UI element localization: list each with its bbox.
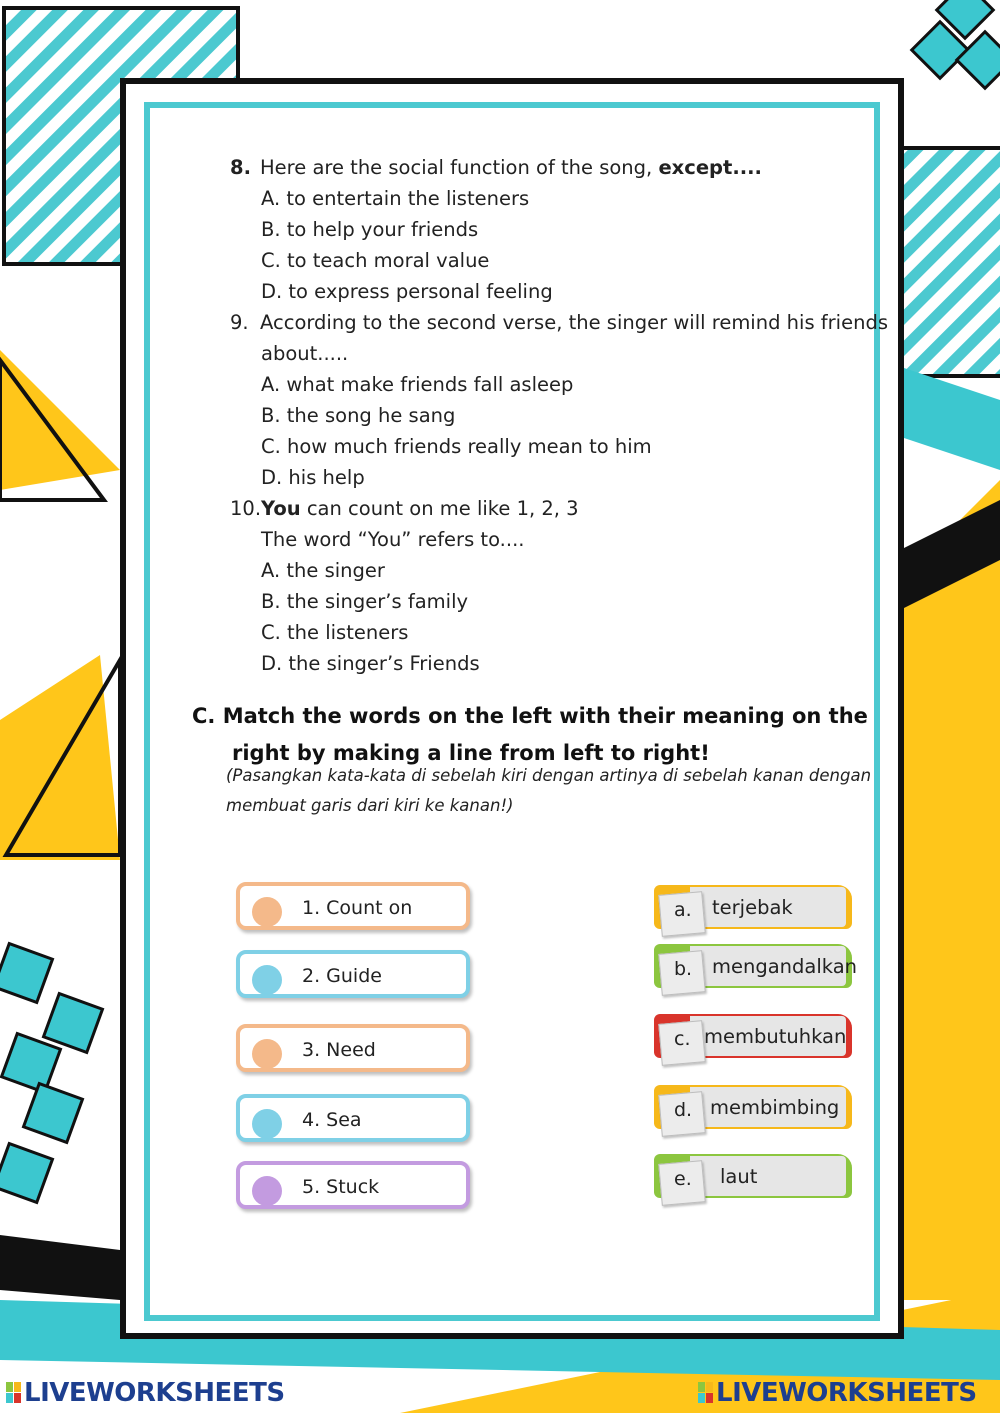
option: D. the singer’s Friends [261, 652, 480, 675]
card-letter: c. [674, 1028, 691, 1050]
section-c-heading-line2: right by making a line from left to right! [232, 741, 710, 765]
question-stem: Here are the social function of the song, [260, 156, 659, 179]
question-stem-bold: You [261, 497, 301, 520]
option: C. how much friends really mean to him [261, 435, 652, 458]
card-letter: a. [674, 899, 692, 921]
brand-logo-left[interactable] [6, 1378, 285, 1408]
left-word-label: 3. Need [302, 1039, 376, 1061]
connector-dot[interactable] [252, 1176, 282, 1206]
option: A. what make friends fall asleep [261, 373, 574, 396]
connector-dot[interactable] [252, 1039, 282, 1069]
card-word: membutuhkan [704, 1025, 847, 1048]
worksheet-frame [120, 78, 904, 1339]
card-word: membimbing [710, 1096, 840, 1119]
right-word-b[interactable] [654, 940, 858, 990]
question-stem-bold: except.... [658, 156, 762, 179]
question-10 [230, 493, 579, 524]
question-number: 8. [230, 156, 251, 179]
question-number: 10. [230, 497, 262, 520]
question-8 [230, 152, 762, 183]
liveworksheets-icon [698, 1381, 714, 1403]
liveworksheets-icon [6, 1381, 22, 1403]
left-word-label: 2. Guide [302, 965, 382, 987]
connector-dot[interactable] [252, 965, 282, 995]
card-word: mengandalkan [712, 955, 858, 978]
question-stem: can count on me like 1, 2, 3 [300, 497, 579, 520]
right-word-e[interactable] [654, 1150, 854, 1200]
question-stem-continued: about..... [261, 342, 349, 365]
card-word: terjebak [712, 896, 793, 919]
option: D. his help [261, 466, 365, 489]
question-stem-continued: The word “You” refers to.... [261, 528, 525, 551]
card-letter: d. [674, 1099, 693, 1121]
section-c-translation: (Pasangkan kata-kata di sebelah kiri dengan artinya di sebelah kanan dengan [226, 766, 872, 785]
brand-text: LIVEWORKSHEETS [24, 1378, 285, 1408]
option: B. the singer’s family [261, 590, 469, 613]
section-c-translation-line2: membuat garis dari kiri ke kanan!) [226, 796, 514, 815]
section-c-heading: C. Match the words on the left with their meaning on the [192, 704, 868, 728]
right-word-c[interactable] [654, 1010, 854, 1060]
question-9 [230, 307, 888, 338]
question-stem: According to the second verse, the singer will remind his friends [260, 311, 888, 334]
worksheet-content [144, 102, 888, 1321]
connector-dot[interactable] [252, 1109, 282, 1139]
card-face [690, 1156, 846, 1196]
option: D. to express personal feeling [261, 280, 553, 303]
left-word-2[interactable] [236, 950, 470, 998]
left-word-3[interactable] [236, 1024, 470, 1072]
option: C. the listeners [261, 621, 409, 644]
option: A. the singer [261, 559, 385, 582]
option: C. to teach moral value [261, 249, 490, 272]
option: A. to entertain the listeners [261, 187, 530, 210]
card-letter: e. [674, 1168, 692, 1190]
brand-text: LIVEWORKSHEETS [716, 1378, 977, 1408]
connector-dot[interactable] [252, 897, 282, 927]
option: B. to help your friends [261, 218, 479, 241]
brand-logo-right[interactable] [698, 1378, 977, 1408]
card-letter: b. [674, 958, 693, 980]
left-word-1[interactable] [236, 882, 470, 930]
right-word-a[interactable] [654, 881, 854, 931]
right-word-d[interactable] [654, 1081, 854, 1131]
left-word-label: 5. Stuck [302, 1176, 380, 1198]
card-word: laut [720, 1165, 758, 1188]
option: B. the song he sang [261, 404, 456, 427]
left-word-label: 1. Count on [302, 897, 413, 919]
left-word-5[interactable] [236, 1161, 470, 1209]
left-word-4[interactable] [236, 1094, 470, 1142]
left-word-label: 4. Sea [302, 1109, 362, 1131]
question-number: 9. [230, 311, 249, 334]
